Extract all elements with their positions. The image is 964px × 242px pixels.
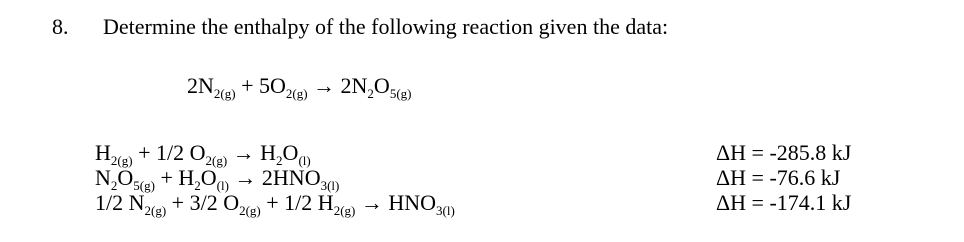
- question-prompt: Determine the enthalpy of the following reaction given the data:: [103, 14, 669, 39]
- delta-h-1: ΔH = -285.8 kJ: [716, 140, 852, 165]
- reaction-subscript: (l): [216, 178, 229, 193]
- reaction-subscript: 2(g): [205, 153, 228, 168]
- reaction-2: [95, 165, 339, 191]
- reaction-subscript: 2: [194, 178, 201, 193]
- reaction-part: N: [95, 165, 111, 190]
- reaction-3: [95, 190, 455, 216]
- reaction-subscript: 2(g): [110, 153, 133, 168]
- reaction-part: O: [200, 165, 217, 190]
- reaction-part: + 3/2 O: [166, 190, 240, 215]
- reaction-subscript: 2(g): [239, 203, 261, 218]
- target-part: + 5O: [235, 73, 286, 98]
- reaction-1: [95, 140, 311, 166]
- target-subscript: 2(g): [213, 86, 236, 101]
- target-part: 2N: [187, 73, 214, 98]
- reaction-part: → HNO: [355, 190, 437, 215]
- target-part: → 2N: [307, 73, 368, 98]
- reaction-subscript: 3(l): [436, 203, 455, 218]
- delta-h-2: ΔH = -76.6 kJ: [716, 165, 841, 190]
- reaction-part: → 2HNO: [228, 165, 321, 190]
- target-reaction: [187, 73, 411, 99]
- reaction-part: → H: [227, 140, 277, 165]
- reaction-subscript: 2: [276, 153, 283, 168]
- reaction-subscript: 5(g): [133, 178, 155, 193]
- question-number: 8.: [52, 14, 69, 39]
- delta-h-3: ΔH = -174.1 kJ: [716, 190, 852, 215]
- reaction-subscript: 2(g): [144, 203, 167, 218]
- reaction-subscript: 2(g): [333, 203, 356, 218]
- target-subscript: 5(g): [389, 86, 412, 101]
- target-subscript: 2(g): [285, 86, 308, 101]
- reaction-part: + 1/2 H: [260, 190, 334, 215]
- target-part: O: [373, 73, 390, 98]
- reaction-part: + H: [154, 165, 195, 190]
- reaction-subscript: 2: [110, 178, 118, 193]
- reaction-subscript: 3(l): [320, 178, 340, 193]
- target-subscript: 2: [367, 86, 374, 101]
- reaction-part: 1/2 N: [95, 190, 145, 215]
- reaction-part: + 1/2 O: [132, 140, 206, 165]
- reaction-part: O: [117, 165, 134, 190]
- reaction-part: O: [282, 140, 299, 165]
- reaction-subscript: (l): [298, 153, 311, 168]
- reaction-part: H: [95, 140, 111, 165]
